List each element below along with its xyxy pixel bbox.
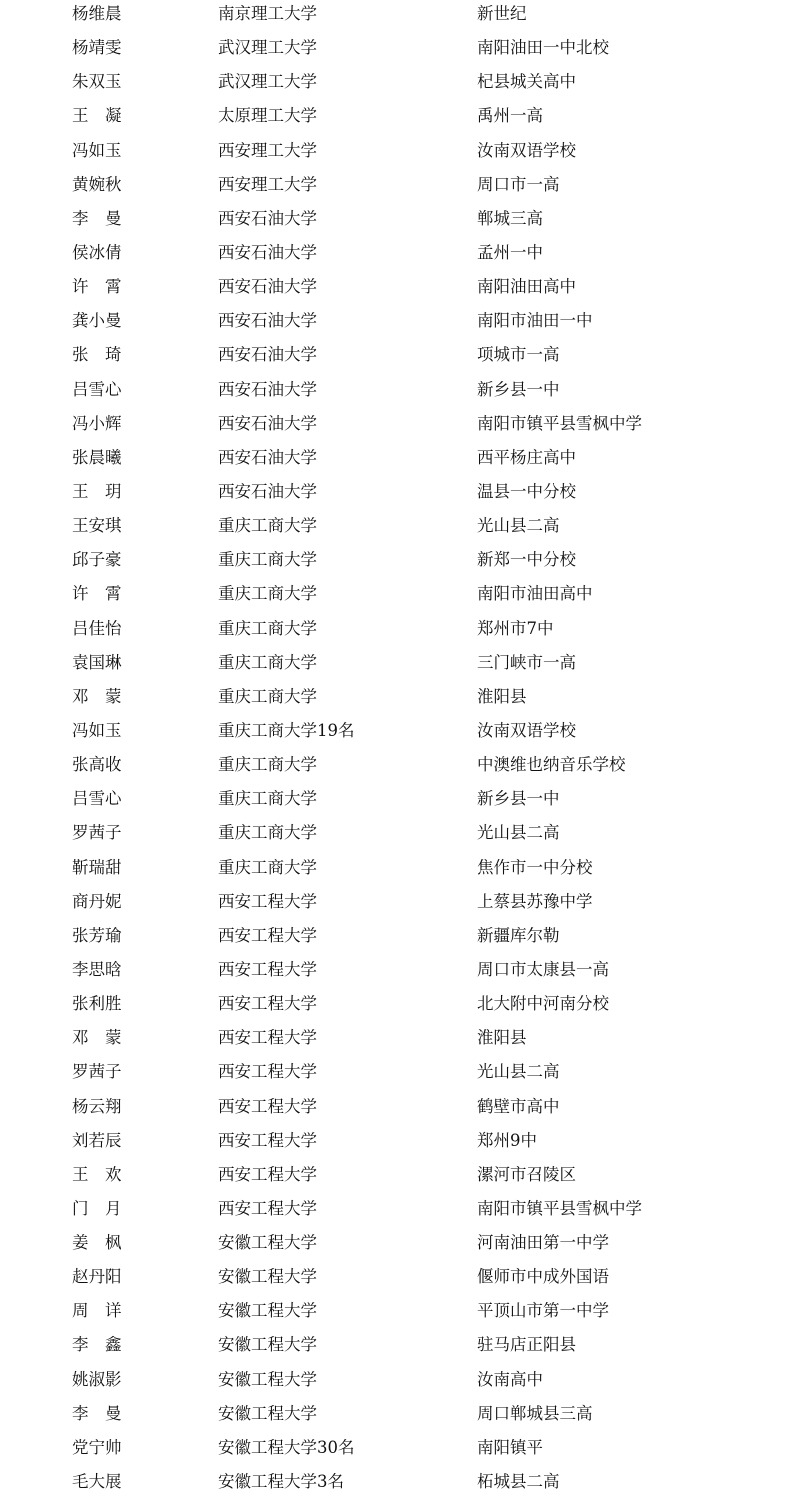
university-name: 武汉理工大学 — [218, 72, 317, 92]
student-name: 王 欢 — [72, 1164, 122, 1184]
university-name: 安徽工程大学 — [218, 1403, 317, 1423]
table-row — [0, 1297, 794, 1331]
university-name: 重庆工商大学 — [218, 618, 317, 638]
university-name: 安徽工程大学3名 — [218, 1472, 344, 1492]
student-name: 张利胜 — [72, 994, 122, 1014]
student-name: 张 琦 — [72, 345, 122, 365]
high-school-name: 杞县城关高中 — [477, 72, 576, 92]
university-name: 西安石油大学 — [218, 413, 317, 433]
student-name: 党宁帅 — [72, 1437, 122, 1457]
high-school-name: 漯河市召陵区 — [477, 1164, 576, 1184]
table-row — [0, 239, 794, 273]
high-school-name: 偃师市中成外国语 — [477, 1267, 609, 1287]
university-name: 南京理工大学 — [218, 4, 317, 23]
student-name: 杨维晨 — [72, 4, 122, 23]
university-name: 西安石油大学 — [218, 208, 317, 228]
table-row — [0, 615, 794, 649]
university-name: 西安工程大学 — [218, 1096, 317, 1116]
high-school-name: 淮阳县 — [477, 686, 527, 706]
university-name: 西安石油大学 — [218, 447, 317, 467]
high-school-name: 温县一中分校 — [477, 481, 576, 501]
student-name: 邓 蒙 — [72, 686, 122, 706]
table-row — [0, 1400, 794, 1434]
university-name: 西安工程大学 — [218, 959, 317, 979]
student-name: 朱双玉 — [72, 72, 122, 92]
high-school-name: 项城市一高 — [477, 345, 560, 365]
student-name: 赵丹阳 — [72, 1267, 122, 1287]
university-name: 西安理工大学 — [218, 174, 317, 194]
high-school-name: 焦作市一中分校 — [477, 857, 593, 877]
high-school-name: 平顶山市第一中学 — [477, 1301, 609, 1321]
table-row — [0, 171, 794, 205]
table-row — [0, 1024, 794, 1058]
student-name: 侯冰倩 — [72, 242, 122, 262]
table-row — [0, 1127, 794, 1161]
table-row — [0, 546, 794, 580]
high-school-name: 郑州市7中 — [477, 618, 554, 638]
student-name: 冯如玉 — [72, 720, 122, 740]
table-row — [0, 1058, 794, 1092]
university-name: 重庆工商大学 — [218, 516, 317, 536]
table-row — [0, 580, 794, 614]
university-name: 西安工程大学 — [218, 1028, 317, 1048]
table-row — [0, 307, 794, 341]
university-name: 重庆工商大学 — [218, 857, 317, 877]
university-name: 西安工程大学 — [218, 1130, 317, 1150]
table-row — [0, 785, 794, 819]
student-name: 姜 枫 — [72, 1233, 122, 1253]
university-name: 重庆工商大学 — [218, 686, 317, 706]
table-row — [0, 819, 794, 853]
university-name: 重庆工商大学 — [218, 789, 317, 809]
table-row — [0, 1434, 794, 1468]
university-name: 重庆工商大学 — [218, 823, 317, 843]
high-school-name: 光山县二高 — [477, 516, 560, 536]
university-name: 武汉理工大学 — [218, 38, 317, 58]
high-school-name: 汝南高中 — [477, 1369, 543, 1389]
student-name: 刘若辰 — [72, 1130, 122, 1150]
high-school-name: 河南油田第一中学 — [477, 1233, 609, 1253]
high-school-name: 淮阳县 — [477, 1028, 527, 1048]
student-name: 商丹妮 — [72, 891, 122, 911]
university-name: 安徽工程大学30名 — [218, 1437, 355, 1457]
student-name: 门 月 — [72, 1198, 122, 1218]
table-row — [0, 1468, 794, 1502]
high-school-name: 光山县二高 — [477, 823, 560, 843]
high-school-name: 新疆库尔勒 — [477, 925, 560, 945]
table-row — [0, 478, 794, 512]
student-name: 罗茜子 — [72, 1062, 122, 1082]
high-school-name: 周口市一高 — [477, 174, 560, 194]
university-name: 重庆工商大学 — [218, 652, 317, 672]
student-name: 袁国琳 — [72, 652, 122, 672]
high-school-name: 三门峡市一高 — [477, 652, 576, 672]
university-name: 西安工程大学 — [218, 925, 317, 945]
university-name: 安徽工程大学 — [218, 1267, 317, 1287]
student-name: 黄婉秋 — [72, 174, 122, 194]
table-row — [0, 273, 794, 307]
student-name: 张晨曦 — [72, 447, 122, 467]
student-name: 罗茜子 — [72, 823, 122, 843]
table-row — [0, 1229, 794, 1263]
table-row — [0, 34, 794, 68]
student-name: 吕雪心 — [72, 789, 122, 809]
table-row — [0, 341, 794, 375]
high-school-name: 西平杨庄高中 — [477, 447, 576, 467]
high-school-name: 汝南双语学校 — [477, 140, 576, 160]
high-school-name: 鹤壁市高中 — [477, 1096, 560, 1116]
student-name: 王 玥 — [72, 481, 122, 501]
high-school-name: 南阳油田高中 — [477, 277, 576, 297]
university-name: 安徽工程大学 — [218, 1301, 317, 1321]
high-school-name: 郸城三高 — [477, 208, 543, 228]
student-name: 杨靖雯 — [72, 38, 122, 58]
university-name: 西安石油大学 — [218, 379, 317, 399]
high-school-name: 南阳市镇平县雪枫中学 — [477, 1198, 642, 1218]
table-row — [0, 649, 794, 683]
university-name: 西安工程大学 — [218, 1198, 317, 1218]
high-school-name: 周口郸城县三高 — [477, 1403, 593, 1423]
table-row — [0, 888, 794, 922]
student-name: 许 霄 — [72, 277, 122, 297]
high-school-name: 新世纪 — [477, 4, 527, 23]
high-school-name: 郑州9中 — [477, 1130, 537, 1150]
high-school-name: 南阳市镇平县雪枫中学 — [477, 413, 642, 433]
high-school-name: 柘城县二高 — [477, 1472, 560, 1492]
university-name: 西安工程大学 — [218, 1062, 317, 1082]
table-row — [0, 102, 794, 136]
university-name: 安徽工程大学 — [218, 1233, 317, 1253]
student-name: 许 霄 — [72, 584, 122, 604]
student-name: 王 凝 — [72, 106, 122, 126]
student-name: 周 详 — [72, 1301, 122, 1321]
table-row — [0, 1331, 794, 1365]
student-name: 杨云翔 — [72, 1096, 122, 1116]
table-row — [0, 1161, 794, 1195]
high-school-name: 上蔡县苏豫中学 — [477, 891, 593, 911]
high-school-name: 新郑一中分校 — [477, 550, 576, 570]
university-name: 重庆工商大学 — [218, 755, 317, 775]
table-row — [0, 1195, 794, 1229]
table-row — [0, 0, 794, 34]
university-name: 西安石油大学 — [218, 277, 317, 297]
university-name: 重庆工商大学19名 — [218, 720, 355, 740]
table-row — [0, 1093, 794, 1127]
table-row — [0, 751, 794, 785]
university-name: 安徽工程大学 — [218, 1335, 317, 1355]
table-row — [0, 990, 794, 1024]
university-name: 太原理工大学 — [218, 106, 317, 126]
student-name: 李思晗 — [72, 959, 122, 979]
high-school-name: 北大附中河南分校 — [477, 994, 609, 1014]
table-row — [0, 1366, 794, 1400]
university-name: 西安石油大学 — [218, 345, 317, 365]
table-row — [0, 376, 794, 410]
high-school-name: 南阳市油田高中 — [477, 584, 593, 604]
table-row — [0, 68, 794, 102]
student-name: 吕雪心 — [72, 379, 122, 399]
table-row — [0, 1263, 794, 1297]
student-name: 张芳瑜 — [72, 925, 122, 945]
table-row — [0, 444, 794, 478]
student-name: 冯小辉 — [72, 413, 122, 433]
high-school-name: 南阳油田一中北校 — [477, 38, 609, 58]
student-name: 李 曼 — [72, 208, 122, 228]
student-name: 邱子豪 — [72, 550, 122, 570]
high-school-name: 新乡县一中 — [477, 379, 560, 399]
table-row — [0, 922, 794, 956]
high-school-name: 禹州一高 — [477, 106, 543, 126]
student-name: 李 鑫 — [72, 1335, 122, 1355]
university-name: 西安石油大学 — [218, 242, 317, 262]
high-school-name: 新乡县一中 — [477, 789, 560, 809]
high-school-name: 中澳维也纳音乐学校 — [477, 755, 626, 775]
university-name: 西安工程大学 — [218, 994, 317, 1014]
high-school-name: 孟州一中 — [477, 242, 543, 262]
high-school-name: 周口市太康县一高 — [477, 959, 609, 979]
table-row — [0, 683, 794, 717]
university-name: 西安工程大学 — [218, 1164, 317, 1184]
student-name: 邓 蒙 — [72, 1028, 122, 1048]
table-row — [0, 854, 794, 888]
table-row — [0, 512, 794, 546]
student-name: 吕佳怡 — [72, 618, 122, 638]
university-name: 安徽工程大学 — [218, 1369, 317, 1389]
table-row — [0, 717, 794, 751]
high-school-name: 南阳镇平 — [477, 1437, 543, 1457]
table-row — [0, 956, 794, 990]
university-name: 西安理工大学 — [218, 140, 317, 160]
university-name: 西安石油大学 — [218, 311, 317, 331]
student-name: 李 曼 — [72, 1403, 122, 1423]
student-name: 张高收 — [72, 755, 122, 775]
student-name: 姚淑影 — [72, 1369, 122, 1389]
university-name: 重庆工商大学 — [218, 584, 317, 604]
high-school-name: 汝南双语学校 — [477, 720, 576, 740]
student-name: 毛大展 — [72, 1472, 122, 1492]
student-name: 王安琪 — [72, 516, 122, 536]
table-row — [0, 410, 794, 444]
high-school-name: 光山县二高 — [477, 1062, 560, 1082]
table-row — [0, 205, 794, 239]
high-school-name: 南阳市油田一中 — [477, 311, 593, 331]
university-name: 重庆工商大学 — [218, 550, 317, 570]
university-name: 西安工程大学 — [218, 891, 317, 911]
university-name: 西安石油大学 — [218, 481, 317, 501]
high-school-name: 驻马店正阳县 — [477, 1335, 576, 1355]
student-name: 龚小曼 — [72, 311, 122, 331]
student-name: 靳瑞甜 — [72, 857, 122, 877]
table-row — [0, 137, 794, 171]
student-name: 冯如玉 — [72, 140, 122, 160]
